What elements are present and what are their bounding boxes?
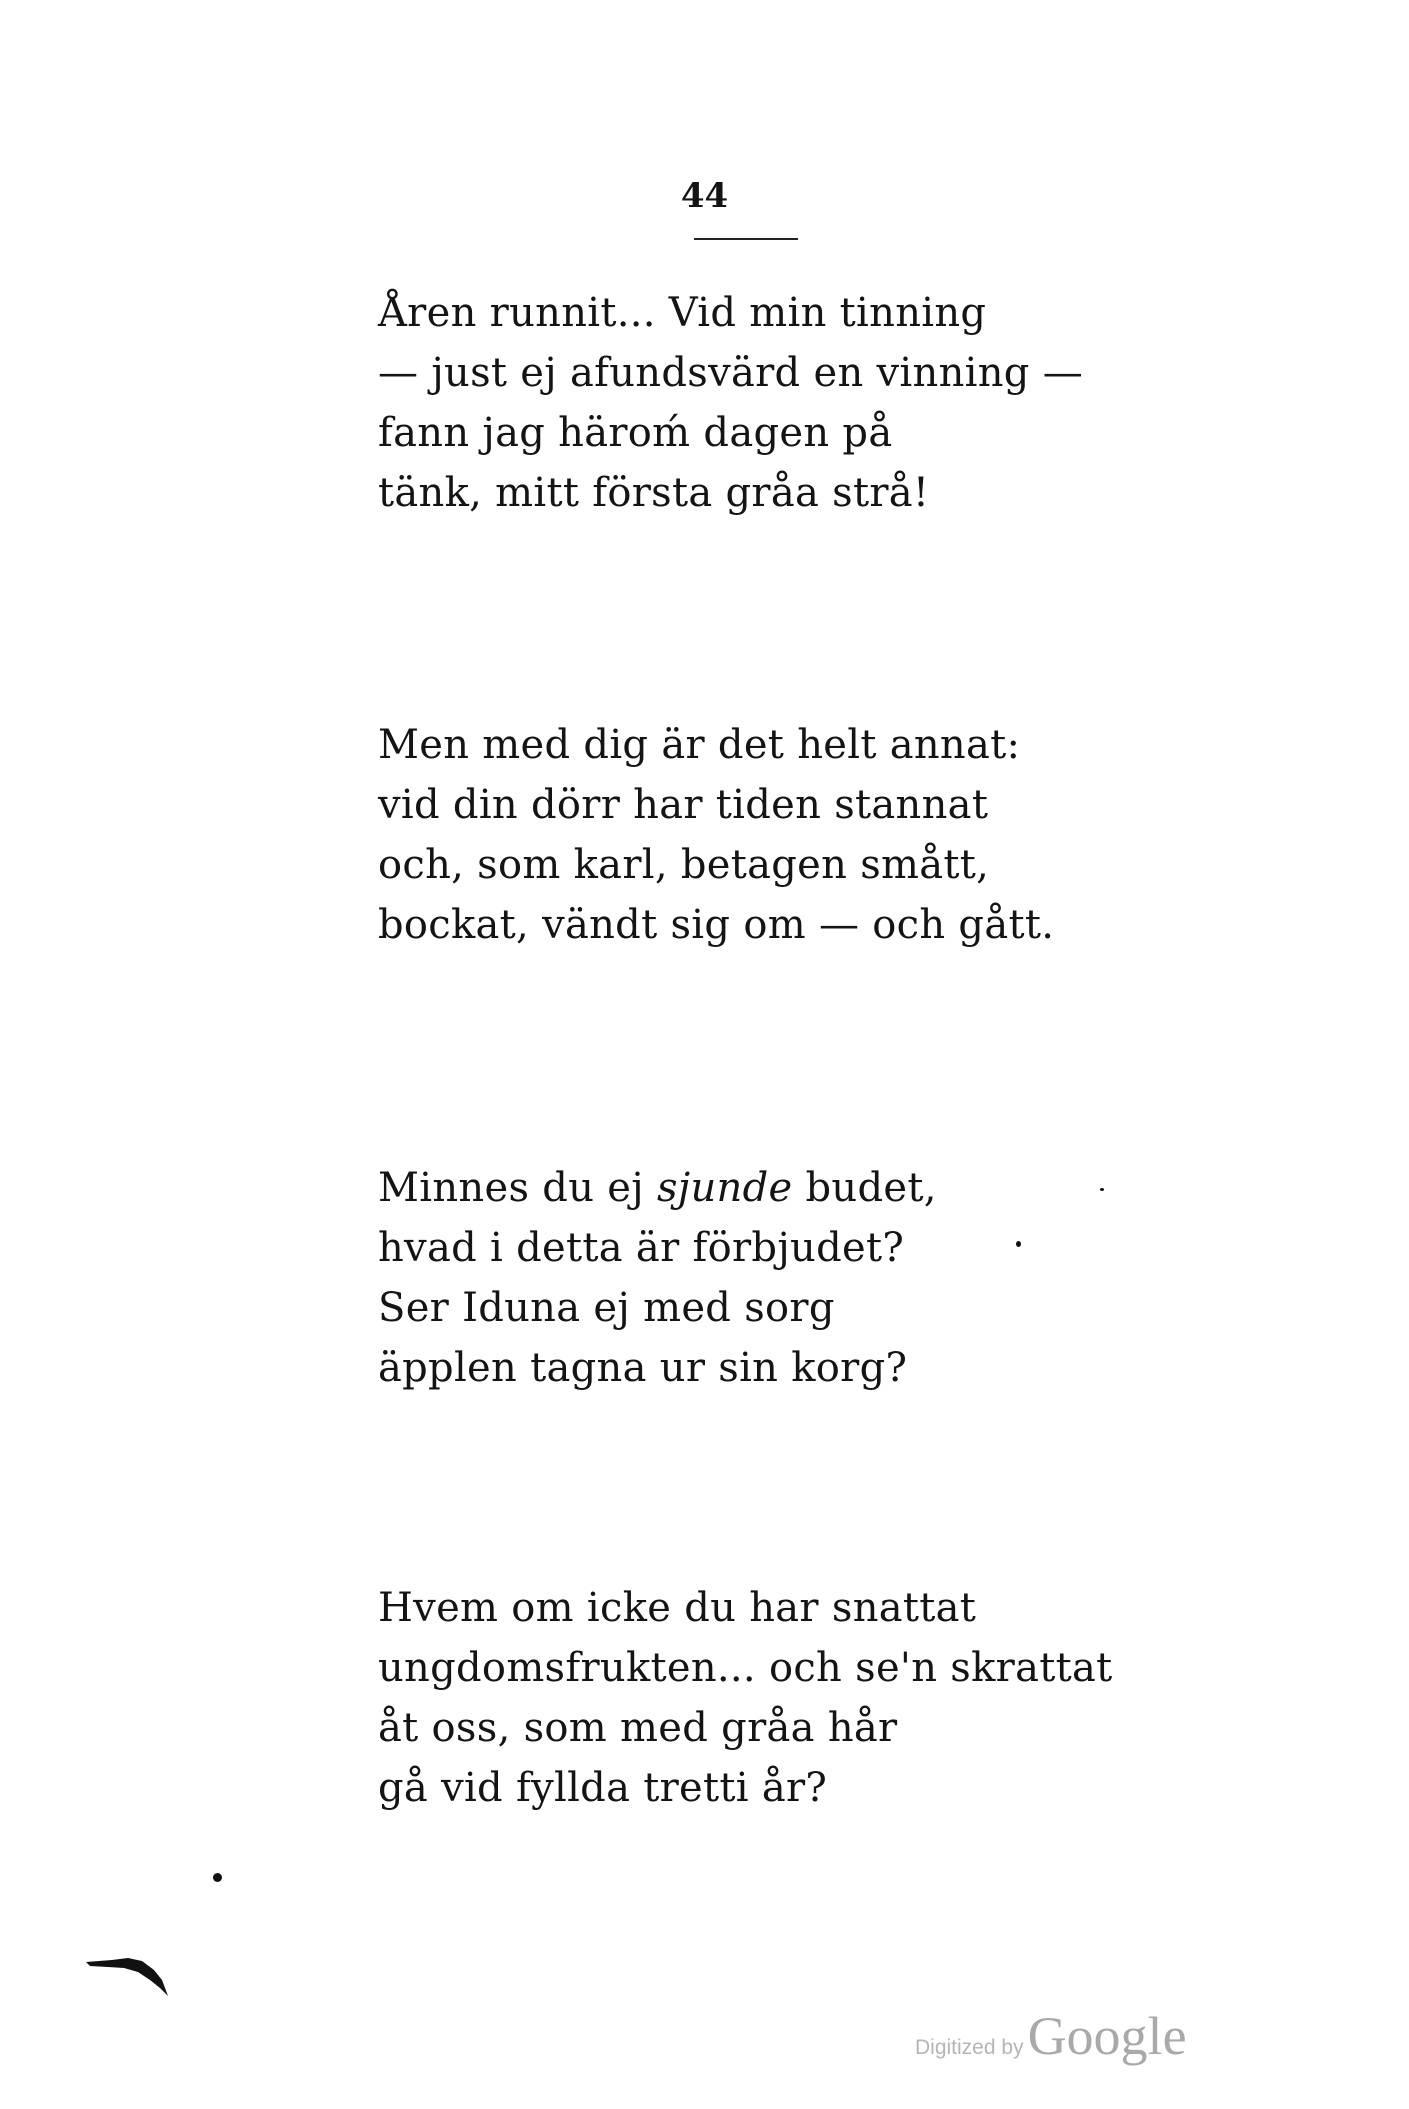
poem-line: hvad i detta är förbjudet? [378, 1225, 905, 1271]
google-logo: Google [1027, 2006, 1187, 2066]
poem-line: Ser Iduna ej med sorg [378, 1285, 835, 1331]
scan-speck [1100, 1188, 1104, 1191]
poem-line: Åren runnit... Vid min tinning [378, 290, 987, 336]
stanza-1 [378, 283, 1083, 523]
scan-speck [1016, 1241, 1021, 1247]
poem-line [378, 1158, 937, 1218]
stanza-4 [378, 1578, 1113, 1818]
ink-blot-icon [84, 1950, 170, 2000]
italic-word: sjunde [656, 1165, 793, 1211]
poem-line: gå vid fyllda tretti år? [378, 1765, 828, 1811]
watermark-prefix: Digitized by [915, 2036, 1024, 2059]
line-text: Minnes du ej [378, 1165, 657, 1211]
poem-line: åt oss, som med gråa hår [378, 1705, 898, 1751]
poem-line: äpplen tagna ur sin korg? [378, 1345, 908, 1391]
scan-speck [213, 1873, 222, 1882]
page-number: 44 [680, 176, 729, 216]
poem-line: — just ej afundsvärd en vinning — [378, 350, 1084, 396]
poem-line: vid din dörr har tiden stannat [378, 782, 989, 828]
poem-line: fann jag häroḿ dagen på [378, 410, 893, 456]
poem-line: och, som karl, betagen smått, [378, 842, 990, 888]
stanza-3 [378, 1158, 937, 1398]
poem-line: bockat, vändt sig om — och gått. [378, 902, 1055, 948]
poem-line: Hvem om icke du har snattat [378, 1585, 977, 1631]
watermark [915, 2005, 1187, 2067]
stanza-2 [378, 715, 1054, 955]
line-text: budet, [792, 1165, 937, 1211]
poem-line: tänk, mitt första gråa strå! [378, 470, 930, 516]
poem-line: Men med dig är det helt annat: [378, 722, 1021, 768]
header-rule [694, 238, 798, 240]
poem-line: ungdomsfrukten... och se'n skrattat [378, 1645, 1113, 1691]
